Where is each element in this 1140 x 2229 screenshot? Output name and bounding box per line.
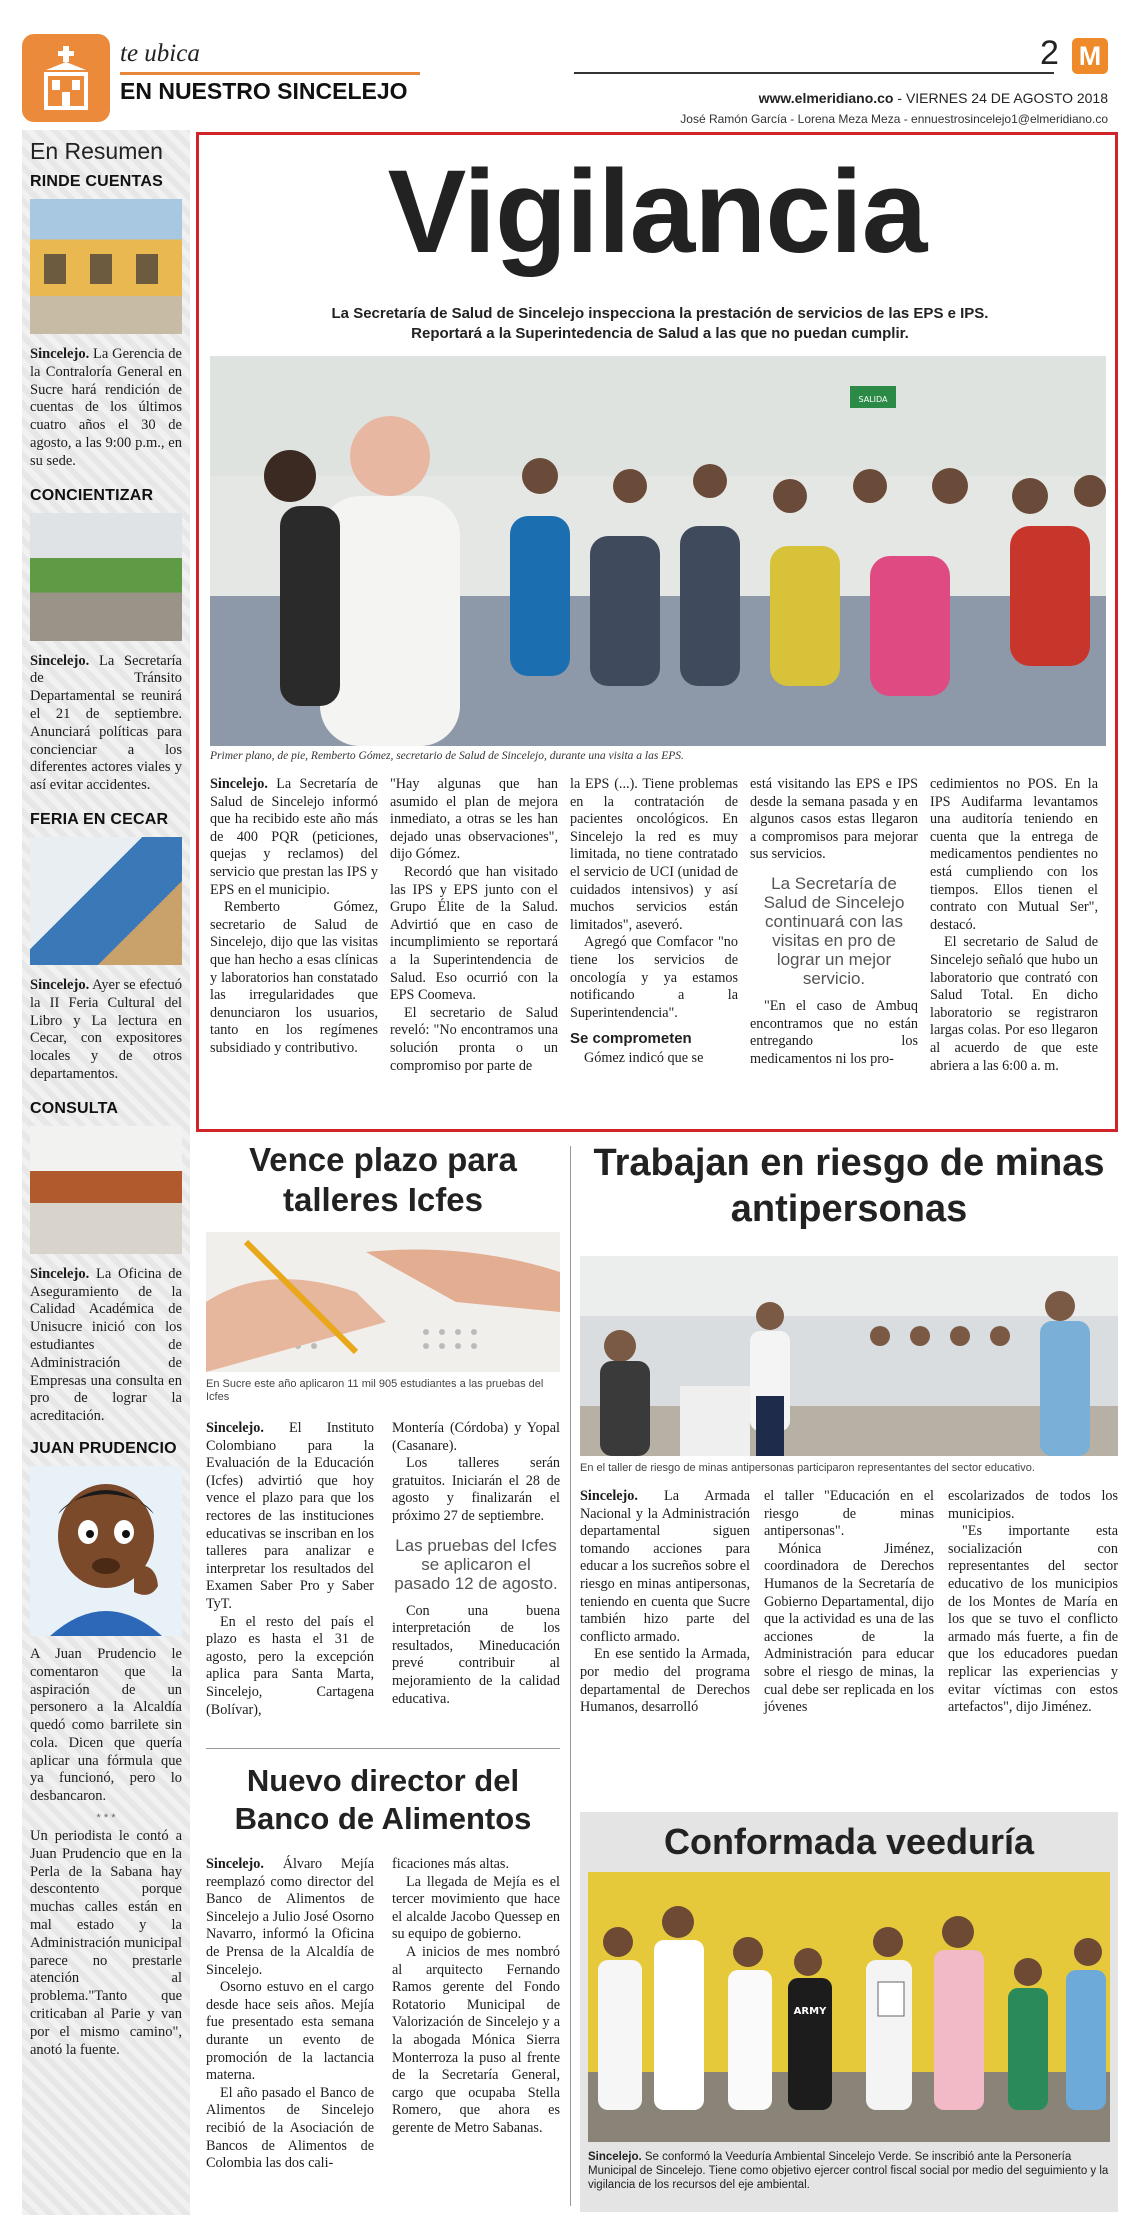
banco-headline: Nuevo director del Banco de Alimentos: [234, 1763, 532, 1836]
paragraph: escolarizados de todos los municipios.: [948, 1488, 1118, 1522]
paragraph: En ese sentido la Armada, por medio del programa departamental de Derechos Humanos, desarrolló: [580, 1646, 750, 1716]
column-divider: [570, 1146, 571, 2206]
page-number: 2: [1040, 34, 1059, 72]
paragraph: el taller "Educación en el riesgo de minas antipersonas".: [764, 1488, 934, 1540]
book-fair-photo: [30, 837, 182, 965]
section-icon: [22, 34, 110, 122]
veeduria-photo: [588, 1872, 1110, 2142]
summary-lead: Sincelejo.: [30, 346, 90, 362]
lead-col-2: [390, 776, 558, 1075]
paragraph: Con una buena interpretación de los resultados, Mineducación prevé contribuir al mejoramiento de la calidad educativa.: [392, 1602, 560, 1707]
pull-quote: Las pruebas del Icfes se aplicaron el pasado 12 de agosto.: [394, 1535, 558, 1593]
section-name: EN NUESTRO SINCELEJO: [120, 78, 408, 104]
juan-prudencio-cartoon: [30, 1466, 182, 1636]
summary-lead: Sincelejo.: [30, 976, 90, 993]
dateline: Sincelejo.: [580, 1488, 638, 1504]
icfes-col-1: [206, 1420, 374, 1719]
section-kicker: te ubica: [120, 40, 200, 67]
juan-prudencio-text-2: Un periodista le contó a Juan Prudencio que en la Perla de la Sabana hay descontento porque muchas calles están en mal estado y la Administración municipal parece no prestarle atención al problema."Tanto que criticaban al Parie y van por el mismo camino", anotó la fuente.: [30, 1828, 182, 2058]
paragraph: ficaciones más altas.: [392, 1856, 509, 1872]
classroom-photo: [30, 1126, 182, 1254]
paragraph: cedimientos no POS. En la IPS Audifarma levantamos una auditoría teniendo en cuenta que la entrega de medicamentos pendientes no está cumpliendo con los tiempos. Ellos tienen el contrato con Mutual Ser", destacó.: [930, 776, 1098, 933]
paragraph: Los talleres serán gratuitos. Iniciarán el 28 de agosto y finalizarán el próximo 27 de septiembre.: [392, 1455, 560, 1524]
minas-col-2: [764, 1488, 934, 1717]
paragraph: Gómez indicó que se: [584, 1049, 704, 1066]
sidebar-title: En Resumen: [30, 138, 163, 164]
minas-photo: [580, 1256, 1118, 1456]
summary-text-rinde-cuentas: [30, 346, 182, 471]
icfes-caption: En Sucre este año aplicaron 11 mil 905 estudiantes a las pruebas del Icfes: [206, 1378, 544, 1403]
summary-body: La Secretaría de Tránsito Departamental se reunirá el 21 de septiembre. Anunciará políticas para concienciar a los diferentes actores viales y así evitar accidentes.: [30, 652, 182, 794]
summary-heading-rinde-cuentas: RINDE CUENTAS: [30, 173, 163, 190]
sidebar-inner: [30, 138, 182, 2059]
paragraph: "Hay algunas que han asumido el plan de mejora inmediato, a otras se les han dejado unas observaciones", dijo Gómez.: [390, 776, 558, 863]
column-heading-juan-prudencio: JUAN PRUDENCIO: [30, 1439, 177, 1457]
separator-stars: * * *: [96, 1812, 116, 1825]
summary-heading-feria: FERIA EN CECAR: [30, 810, 169, 828]
lead-headline: Vigilancia: [387, 146, 927, 278]
lead-photo: [210, 356, 1106, 746]
logo-letter: M: [1078, 41, 1102, 71]
paragraph: "En el caso de Ambuq encontramos que no están entregando los medicamentos ni los pro-: [750, 997, 918, 1067]
summary-body: La Oficina de Aseguramiento de la Calidad Académica de Unisucre inició con los estudiantes de Administración de Empresas una consulta en pro de lograr la acreditación.: [30, 1265, 182, 1425]
section-kicker-rule: [120, 72, 420, 75]
veeduria-caption: [588, 2150, 1110, 2192]
paragraph: En el resto del país el plazo es hasta el 31 de agosto, pero la excepción aplica para Santa Marta, Sincelejo, Cartagena (Bolívar),: [206, 1613, 374, 1718]
newspaper-logo: [1072, 38, 1108, 74]
lead-deck: La Secretaría de Salud de Sincelejo inspecciona la prestación de servicios de las EPS e IPS. Reportará a la Superintedencia de Salud a las que no puedan cumplir.: [331, 305, 989, 342]
paragraph: "Es importante esta socialización con representantes del sector educativo de los municipios de los Montes de María en los que se tuvo el conflicto armado más fuerte, a fin de que los educadores puedan replicar las experiencias y evitar víctimas con estos artefactos", dijo Jiménez.: [948, 1523, 1118, 1716]
exit-sign-text: SALIDA: [858, 395, 888, 404]
minas-col-3: [948, 1488, 1118, 1717]
pull-quote: La Secretaría de Salud de Sincelejo continuará con las visitas en pro de lograr un mejor servicio.: [763, 873, 905, 988]
subhead: Se comprometen: [570, 1030, 692, 1048]
paragraph: El secretario de Salud de Sincelejo señaló que hubo un laboratorio que contrató con Salud Total. En dicho laboratorio se registraron largas colas. Por eso llegaron al acuerdo de que este abriera a las 6:00 a. m.: [930, 934, 1098, 1074]
paragraph: El secretario de Salud reveló: "No encontramos una solución pronta o un compromiso por parte de: [390, 1004, 558, 1074]
paragraph: Osorno estuvo en el cargo desde hace seis años. Mejía fue presentado esta semana durante un evento de promoción de la lactancia materna.: [206, 1979, 374, 2084]
summary-lead: Sincelejo.: [30, 652, 90, 669]
paragraph: Remberto Gómez, secretario de Salud de Sincelejo, dijo que las visitas que han hecho a esas clínicas y laboratorios han constatado las irregularidades que denunciaron los usuarios, tanto en los regímenes subsidiado y contributivo.: [210, 899, 378, 1056]
veeduria-headline: Conformada veeduría: [663, 1821, 1035, 1862]
banco-col-1: [206, 1856, 374, 2173]
street-photo: [30, 513, 182, 641]
summary-heading-concientizar: CONCIENTIZAR: [30, 486, 154, 504]
text: La Armada Nacional y la Administración departamental siguen tomando acciones para educar a los sucreños sobre el riesgo en minas antipersonas, teniendo en cuenta que Sucre también hizo parte del conflicto armado.: [580, 1488, 750, 1645]
summary-heading-consulta: CONSULTA: [30, 1099, 119, 1117]
summary-body: La Gerencia de la Contraloría General en Sucre hará rendición de cuentas de los últimos cuatro años el 30 de agosto, a las 9:00 p.m., en su sede.: [30, 346, 182, 469]
text: El Instituto Colombiano para la Evaluación de la Educación (Icfes) advirtió que hoy vence el plazo para que los rectores de las instituciones educativas se inscriban en los talleres para analizar e interpretar los resultados del Examen Saber Pro y Saber TyT.: [206, 1420, 374, 1612]
juan-prudencio-text-1: A Juan Prudencio le comentaron que la aspiración de un personero a la Alcaldía quedó como barrilete sin cola. Dicen que quería aplicar una fórmula que ya funcionó, pero lo desbancaron.: [30, 1645, 182, 1805]
text: La Secretaría de Salud de Sincelejo informó que ha recibido este año más de 400 PQR (peticiones, quejas y reclamos) del servicio que prestan las IPS y EPS en el municipio.: [210, 776, 378, 898]
dateline: Sincelejo.: [210, 776, 268, 792]
summary-text-feria: [30, 977, 182, 1084]
section-rule: [206, 1748, 560, 1749]
minas-col-1: [580, 1488, 750, 1717]
paragraph: Recordó que han visitado las IPS y EPS junto con el Grupo Élite de la Salud. Advirtió que en caso de incumplimiento se reportará a la Superintendencia de Salud. Eso ocurrió con la EPS Coomeva.: [390, 863, 558, 1004]
icfes-photo: [206, 1232, 560, 1372]
building-photo: [30, 199, 182, 334]
paragraph: Montería (Córdoba) y Yopal (Casanare).: [392, 1420, 560, 1454]
dateline: Sincelejo.: [588, 2151, 642, 2163]
shirt-text: ARMY: [793, 2006, 827, 2017]
paragraph: la EPS (...). Tiene problemas en la contratación de pacientes oncológicos. En Sincelejo la red es muy limitada, no tiene contratado el servicio de UCI (unidad de cuidados intensivos) y así muchos servicios están limitados", aseveró.: [570, 776, 738, 933]
text: Álvaro Mejía reemplazó como director del Banco de Alimentos de Sincelejo a Julio José Osorno Navarro, informó la Oficina de Prensa de la Alcaldía de Sincelejo.: [206, 1856, 374, 1978]
icfes-col-2: [392, 1420, 560, 1708]
lead-col-3: [570, 776, 738, 1068]
dateline: Sincelejo.: [206, 1856, 264, 1872]
website[interactable]: www.elmeridiano.co: [758, 90, 894, 106]
date: - VIERNES 24 DE AGOSTO 2018: [893, 90, 1108, 106]
masthead-dateline: [759, 90, 1108, 106]
minas-caption: En el taller de riesgo de minas antipersonas participaron representantes del sector educativo.: [580, 1462, 1035, 1474]
summary-lead: Sincelejo.: [30, 1265, 90, 1282]
summary-body: Ayer se efectuó la II Feria Cultural del Libro y La lectura en Cecar, con expositores locales y de otros departamentos.: [30, 976, 182, 1082]
paragraph: El año pasado el Banco de Alimentos de Sincelejo recibió de la Asociación de Bancos de Alimentos de Colombia las dos cali-: [206, 2084, 374, 2172]
paragraph: está visitando las EPS e IPS desde la semana pasada y en algunos casos estas llegaron a compromisos para mejorar sus servicios.: [750, 776, 918, 863]
paragraph: Mónica Jiménez, coordinadora de Derechos Humanos de la Secretaría de Gobierno Departamental, dijo que la actividad es una de las acciones de la Administración para educar sobre el riesgo de minas, la cual debe ser replicada en los jóvenes: [764, 1540, 934, 1716]
dateline: Sincelejo.: [206, 1420, 264, 1436]
text: Se conformó la Veeduría Ambiental Sincelejo Verde. Se inscribió ante la Personería Municipal de Sincelejo. Tiene como objetivo ejercer control fiscal social por medio del seguimiento y la vigilancia de los recursos del eje ambiental.: [588, 2151, 1109, 2191]
summary-text-concientizar: [30, 653, 182, 795]
icfes-headline: Vence plazo para talleres Icfes: [249, 1141, 517, 1218]
minas-headline: Trabajan en riesgo de minas antipersonas: [593, 1142, 1105, 1230]
paragraph: La llegada de Mejía es el tercer movimiento que hace el alcalde Jacobo Quessep en su equipo de gobierno.: [392, 1873, 560, 1943]
summary-text-consulta: [30, 1266, 182, 1426]
paragraph: A inicios de mes nombró al arquitecto Fernando Ramos gerente del Fondo Rotatorio Municipal de Valorización de Sincelejo y a la abogada Mónica Sierra Monterroza la puso al frente de la Secretaría General, cargo que ocupaba Stella Romero, que ahora es gerente de Metro Sabanas.: [392, 1943, 560, 2136]
lead-col-1: [210, 776, 378, 1058]
paragraph: Agregó que Comfacor "no tiene los servicios de oncología y ya estamos notificando a la Superintendencia".: [570, 934, 738, 1021]
lead-photo-caption: Primer plano, de pie, Remberto Gómez, secretario de Salud de Sincelejo, durante una visita a las EPS.: [210, 750, 684, 762]
masthead-rule: [574, 72, 1054, 74]
lead-col-5: [930, 776, 1098, 1075]
authors-line: José Ramón García - Lorena Meza Meza - ennuestrosincelejo1@elmeridiano.co: [680, 112, 1108, 126]
lead-col-4: [750, 776, 918, 1068]
banco-col-2: [392, 1856, 560, 2138]
